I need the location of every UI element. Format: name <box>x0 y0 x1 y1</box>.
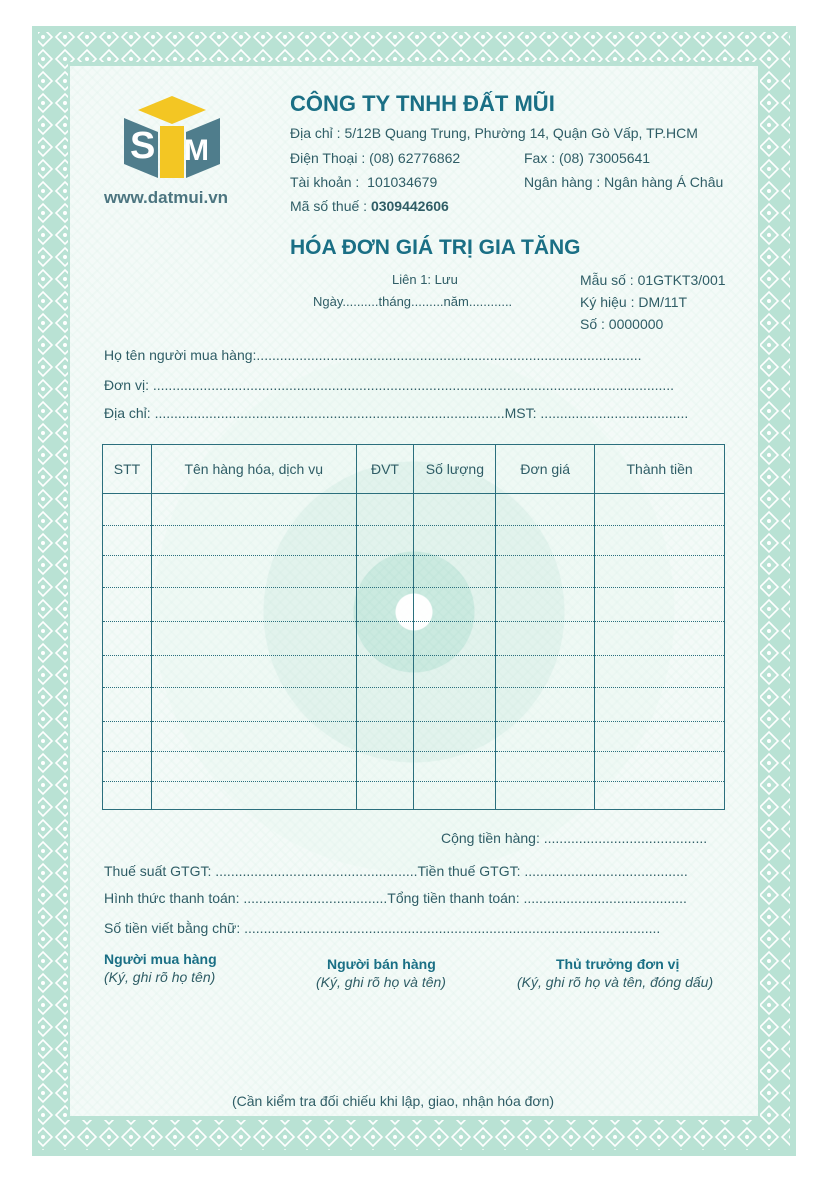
invoice-date-line: Ngày..........tháng.........năm............ <box>313 294 513 309</box>
buyer-name-field[interactable]: Họ tên người mua hàng:................................................................................................... <box>104 347 642 363</box>
items-table <box>102 444 725 810</box>
datmui-logo-icon <box>124 96 220 178</box>
table-row[interactable] <box>103 688 725 722</box>
table-row[interactable] <box>103 722 725 752</box>
tax-label: Mã số thuế : <box>290 198 368 214</box>
table-row[interactable] <box>103 622 725 656</box>
company-address: Địa chỉ : 5/12B Quang Trung, Phường 14, Quận Gò Vấp, TP.HCM <box>290 125 698 141</box>
head-signature-title: Thủ trưởng đơn vị <box>556 956 680 972</box>
footer-note: (Cần kiểm tra đối chiếu khi lập, giao, nhận hóa đơn) <box>232 1093 555 1109</box>
company-website: www.datmui.vn <box>104 188 229 207</box>
head-signature-note: (Ký, ghi rõ họ và tên, đóng dấu) <box>517 974 714 990</box>
svg-text:S: S <box>130 125 156 167</box>
amount-in-words-field[interactable]: Số tiền viết bằng chữ: ........................................................................................................... <box>104 920 661 936</box>
col-header-amount: Thành tiền <box>595 445 725 494</box>
buyer-unit-field[interactable]: Đơn vị: ...................................................................................................................................... <box>104 377 675 393</box>
table-row[interactable] <box>103 752 725 782</box>
table-header-row <box>103 445 725 494</box>
company-account <box>290 174 437 190</box>
tax-value: 0309442606 <box>370 198 449 214</box>
col-header-price: Đơn giá <box>496 445 595 494</box>
buyer-signature-title: Người mua hàng <box>104 951 217 967</box>
invoice-number: Số : 0000000 <box>580 316 664 332</box>
seller-signature-title: Người bán hàng <box>327 956 436 972</box>
table-row[interactable] <box>103 782 725 810</box>
company-fax: Fax : (08) 73005641 <box>524 150 651 166</box>
subtotal-field[interactable]: Cộng tiền hàng: .......................................... <box>441 830 708 846</box>
table-row[interactable] <box>103 588 725 622</box>
company-name: CÔNG TY TNHH ĐẤT MŨI <box>290 91 555 116</box>
col-header-unit: ĐVT <box>356 445 414 494</box>
invoice-title: HÓA ĐƠN GIÁ TRỊ GIA TĂNG <box>290 236 581 259</box>
payment-field[interactable]: Hình thức thanh toán: .....................................Tổng tiền thanh toán: .......................................... <box>104 890 687 906</box>
table-row[interactable] <box>103 526 725 556</box>
col-header-item: Tên hàng hóa, dịch vụ <box>151 445 356 494</box>
table-row[interactable] <box>103 556 725 588</box>
seller-signature-note: (Ký, ghi rõ họ và tên) <box>316 974 446 990</box>
company-bank: Ngân hàng : Ngân hàng Á Châu <box>524 174 724 190</box>
col-header-stt: STT <box>103 445 152 494</box>
invoice-form-no: Mẫu số : 01GTKT3/001 <box>580 272 726 288</box>
account-label: Tài khoản : <box>290 174 360 190</box>
col-header-qty: Số lượng <box>414 445 496 494</box>
company-tax <box>290 198 449 214</box>
vat-field[interactable]: Thuế suất GTGT: ....................................................Tiền thuế GTGT: .......................................... <box>104 863 688 879</box>
buyer-address-field[interactable]: Địa chỉ: ..........................................................................................MST: ...................................... <box>104 405 689 421</box>
table-row[interactable] <box>103 656 725 688</box>
invoice-symbol: Ký hiệu : DM/11T <box>580 294 688 310</box>
invoice-copy: Liên 1: Lưu <box>392 272 458 287</box>
account-value: 101034679 <box>367 174 438 190</box>
company-phone: Điện Thoại : (08) 62776862 <box>290 150 461 166</box>
buyer-signature-note: (Ký, ghi rõ họ tên) <box>104 969 216 985</box>
svg-text:M: M <box>184 134 209 167</box>
table-row[interactable] <box>103 494 725 526</box>
